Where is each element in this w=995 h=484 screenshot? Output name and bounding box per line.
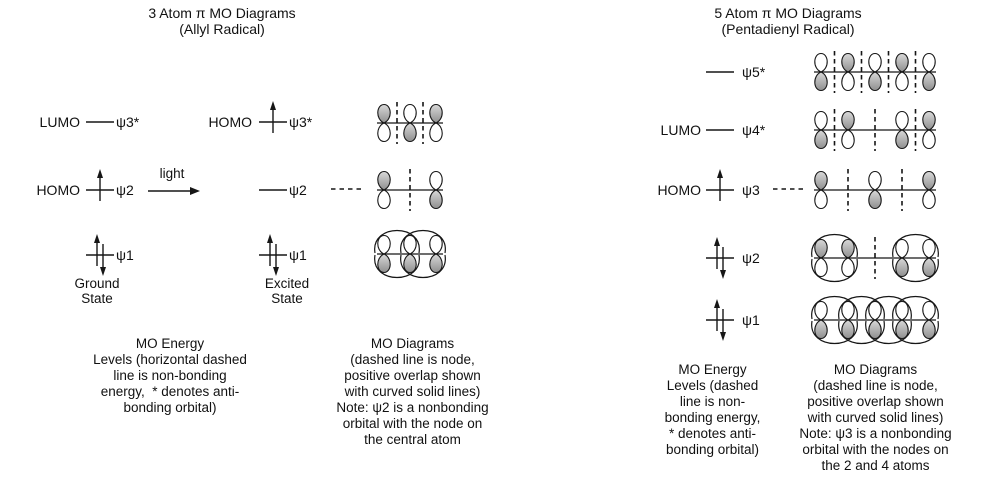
lumo-label: LUMO [660,122,701,138]
caption-line: positive overlap shown [807,394,944,409]
state-label-line: State [81,291,113,306]
psi-label-psi1: ψ1 [742,312,760,328]
caption-line: MO Diagrams [370,336,455,351]
caption-line: with curved solid lines) [807,410,944,425]
energy-level-psi1-excited [256,233,290,277]
caption-line: bonding orbital) [665,442,760,457]
energy-levels-caption-allyl [58,336,282,416]
caption-line: orbital with the nodes on [802,442,949,457]
caption-line: (dashed line is node, [350,352,475,367]
homo-label-ground: HOMO [36,182,80,198]
mo-diagrams-caption-pentadienyl [753,362,995,474]
state-label-line: State [271,291,303,306]
state-label-excited [247,276,327,306]
caption-line: MO Energy [678,362,747,377]
energy-level-psi5star [703,50,737,94]
allyl-title [112,5,332,37]
psi-label-psi4star: ψ4* [742,122,766,138]
title-line: (Allyl Radical) [179,21,265,37]
energy-level-psi3star-excited [256,100,290,144]
lumo-label-ground: LUMO [39,114,80,130]
energy-level-psi1 [703,298,737,342]
title-line: 3 Atom π MO Diagrams [148,5,296,21]
psi-label-psi2-excited: ψ2 [289,182,307,198]
orbital-diagram-psi2 [807,224,943,292]
psi-label-psi2-ground: ψ2 [116,182,134,198]
orbital-diagram-psi3 [807,156,943,224]
light-arrow-icon [146,184,202,198]
psi-label-psi1-ground: ψ1 [116,247,134,263]
orbital-diagram-psi3star-allyl [368,89,452,157]
psi-label-psi5star: ψ5* [742,64,766,80]
state-label-line: Ground [74,276,120,291]
caption-line: * denotes anti- [668,426,757,441]
caption-line: bonding energy, [664,410,761,425]
pentadienyl-title [678,5,898,37]
caption-line: line is non-bonding [113,368,227,383]
caption-line: the 2 and 4 atoms [821,458,930,473]
state-label-line: Excited [264,276,310,291]
caption-line: Note: ψ3 is a nonbonding [799,426,952,441]
title-line: 5 Atom π MO Diagrams [714,5,862,21]
caption-line: with curved solid lines) [344,384,481,399]
orbital-diagram-psi1-allyl [368,220,452,288]
psi-label-psi3: ψ3 [742,182,760,198]
energy-level-psi2 [703,236,737,280]
energy-level-psi1-ground [83,233,117,277]
energy-level-psi2-excited [256,168,290,212]
energy-level-psi3 [703,168,737,212]
caption-line: MO Energy [135,336,205,351]
psi-label-psi3star-ground: ψ3* [116,114,140,130]
caption-line: MO Diagrams [833,362,918,377]
psi-label-psi2: ψ2 [742,250,760,266]
orbital-diagram-psi1 [807,286,943,354]
state-label-ground [57,276,137,306]
caption-line: Note: ψ2 is a nonbonding [336,400,489,415]
psi-label-psi1-excited: ψ1 [289,247,307,263]
caption-line: (dashed line is node, [813,378,938,393]
caption-line: energy, * denotes anti- [100,384,240,399]
caption-line: line is non- [679,394,746,409]
caption-line: bonding orbital) [123,400,217,415]
nonbonding-connector-dashes [772,185,806,193]
energy-level-psi2-ground [83,168,117,212]
caption-line: Levels (horizontal dashed [93,352,247,367]
mo-diagrams-caption-allyl [290,336,535,448]
orbital-diagram-psi4star [807,96,943,164]
caption-line: positive overlap shown [344,368,481,383]
light-label: light [159,166,185,181]
title-line: (Pentadienyl Radical) [721,21,855,37]
caption-line: orbital with the node on [342,416,483,431]
energy-level-psi3star-ground [83,100,117,144]
psi-label-psi3star-excited: ψ3* [289,114,313,130]
homo-label-excited: HOMO [208,114,252,130]
caption-line: Levels (dashed [666,378,759,393]
orbital-diagram-psi2-allyl [368,156,452,224]
energy-level-psi4star [703,108,737,152]
caption-line: the central atom [364,432,461,447]
homo-label: HOMO [657,182,701,198]
nonbonding-connector-dashes [330,185,364,193]
